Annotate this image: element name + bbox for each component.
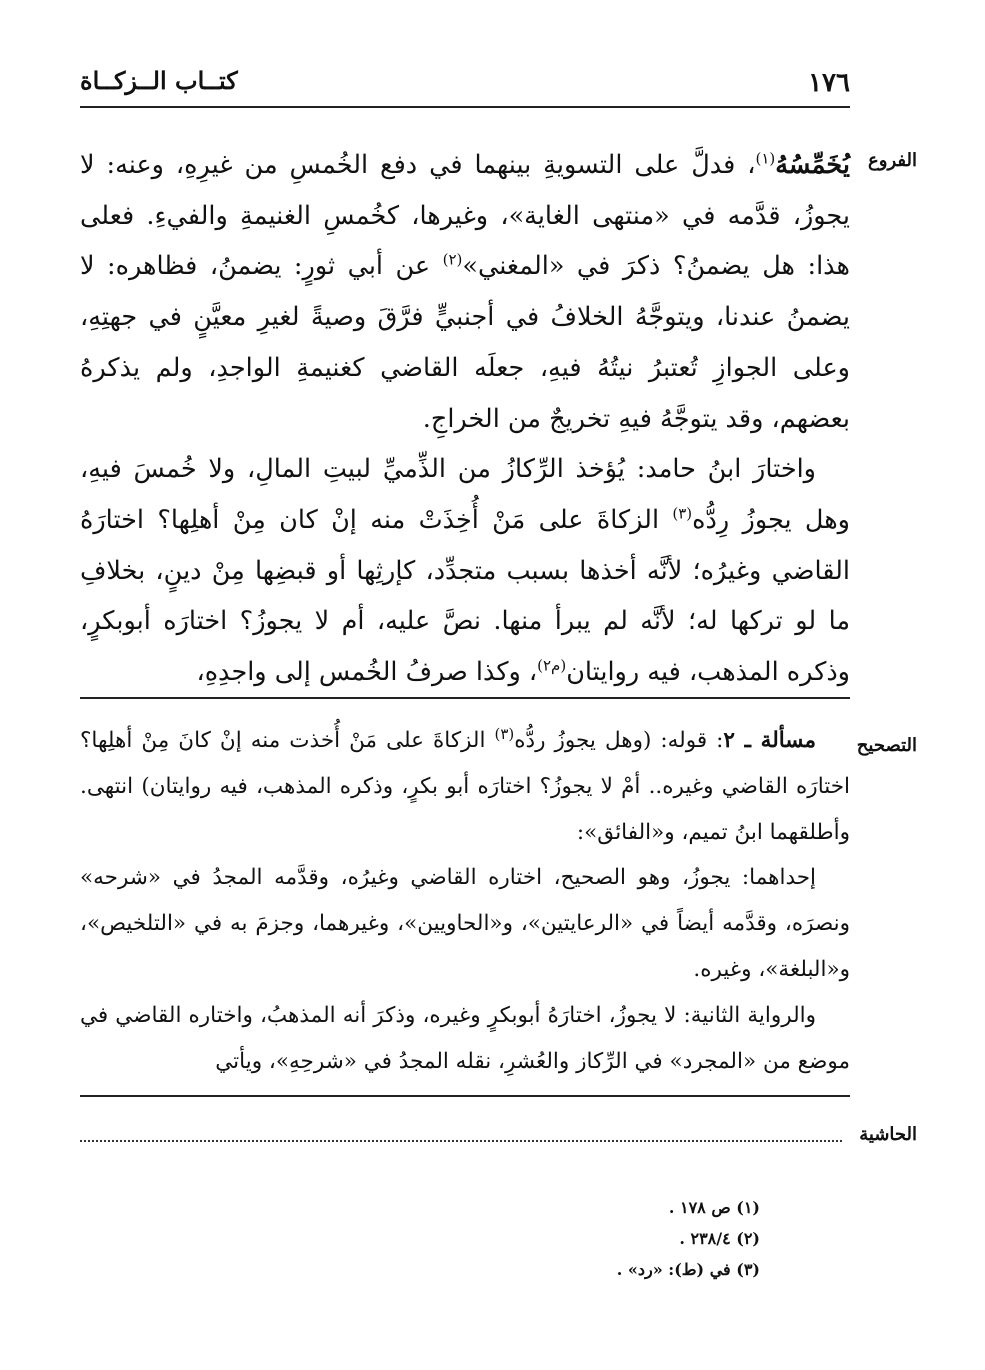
- page-number: ١٧٦: [808, 68, 850, 98]
- tashih-paragraph-2: إحداهما: يجوزُ، وهو الصحيح، اختاره القاضي وغيرُه، وقدَّمه المجدُ في «شرحه» ونصرَه، وقدَّمه أيضاً في «الرعايتين»، و«الحاويين»، وغيرهما، وجزمَ به في «التلخيص»، و«البلغة»، وغيره.: [80, 865, 850, 982]
- footnote-2: (٢) ٢٣٨/٤ .: [679, 1229, 760, 1248]
- section-rule-1: [80, 697, 850, 699]
- footnotes: [560, 1192, 760, 1285]
- footnote-ref-1[interactable]: (١): [755, 149, 776, 168]
- footnote-1: (١) ص ١٧٨ .: [668, 1198, 760, 1217]
- main-paragraph-2: واختارَ ابنُ حامد: يُؤخذ الرِّكازُ من الذِّميِّ لبيتِ المالِ، ولا خُمسَ فيهِ، وهل يجوزُ رِدُّه$^{(٣)}$ الزكاةَ على مَنْ أُخِذَتْ منه إنْ كان مِنْ أهلِها؟ اختارَهُ القاضي وغيرُه؛ لأنَّه أخذها بسبب متجدِّد، كإرثِها أو قبضِها مِنْ دينٍ، بخلافِ ما لو تركها له؛ لأنَّه لم يبرأ منها. نصَّ عليه، أم لا يجوزُ؟ اختارَه أبوبكرٍ، وذكره المذهب، فيه روايتان$^{(م٢)}$، وكذا صرفُ الخُمس إلى واجدِهِ،: [80, 454, 850, 688]
- tashih-paragraph-3: والرواية الثانية: لا يجوزُ، اختارَهُ أبوبكرٍ وغيره، وذكرَ أنه المذهبُ، واختاره القاضي في موضع من «المجرد» في الرِّكاز والعُشرِ، نقله المجدُ في «شرحِهِ»، ويأتي: [80, 1002, 850, 1074]
- side-label-furu: الفروع: [868, 150, 917, 171]
- page-header: [80, 62, 850, 106]
- hashia-row: [80, 1122, 850, 1152]
- tashih-footnote-ref[interactable]: (٣): [494, 724, 515, 743]
- side-label-tashih: التصحيح: [856, 735, 917, 756]
- footnote-ref-2[interactable]: (٢): [442, 250, 463, 269]
- side-label-hashia: الحاشية: [859, 1124, 917, 1145]
- footnote-ref-3[interactable]: (٣): [672, 504, 693, 523]
- tashih-text: [80, 718, 850, 1084]
- masala-ref[interactable]: (م٢): [537, 656, 567, 675]
- dotted-line: [80, 1140, 842, 1142]
- masala-heading: مسألة ـ ٢: [723, 728, 816, 753]
- section-rule-2: [80, 1095, 850, 1097]
- footnote-3: (٣) في (ط): «رد» .: [616, 1260, 760, 1279]
- tashih-paragraph-1: مسألة ـ ٢: قوله: (وهل يجوزُ ردُّه$^{(٣)}$ الزكاةَ على مَنْ أُخذت منه إنْ كانَ مِنْ أهلِها؟ اختارَه القاضي وغيره.. أمْ لا يجوزُ؟ اختارَه أبو بكرٍ، وذكره المذهب، فيه روايتان) انتهى. وأطلقهما ابنُ تميم، و«الفائق»:: [80, 724, 850, 845]
- book-title: كتــاب الــزكــاة: [80, 66, 238, 95]
- main-text: [80, 140, 850, 698]
- main-paragraph-1: يُخَمِّسُهُ$^{(١)}$، فدلَّ على التسويةِ بينهما في دفع الخُمسِ من غيرِهِ، وعنه: لا يجوزُ، قدَّمه في «منتهى الغاية»، وغيرها، كخُمسِ الغنيمةِ والفيءِ. فعلى هذا: هل يضمنُ؟ ذكرَ في «المغني»$^{(٢)}$ عن أبي ثورٍ: يضمنُ، فظاهره: لا يضمنُ عندنا، ويتوجَّهُ الخلافُ في أجنبيٍّ فرَّقَ وصيةً لغيرِ معيَّنٍ في جهتِهِ، وعلى الجوازِ تُعتبرُ نيتُهُ فيهِ، جعلَه القاضي كغنيمةِ الواجدِ، ولم يذكرهُ بعضهم، وقد يتوجَّهُ فيهِ تخريجٌ من الخراجِ.: [80, 149, 850, 434]
- header-rule: [80, 106, 850, 108]
